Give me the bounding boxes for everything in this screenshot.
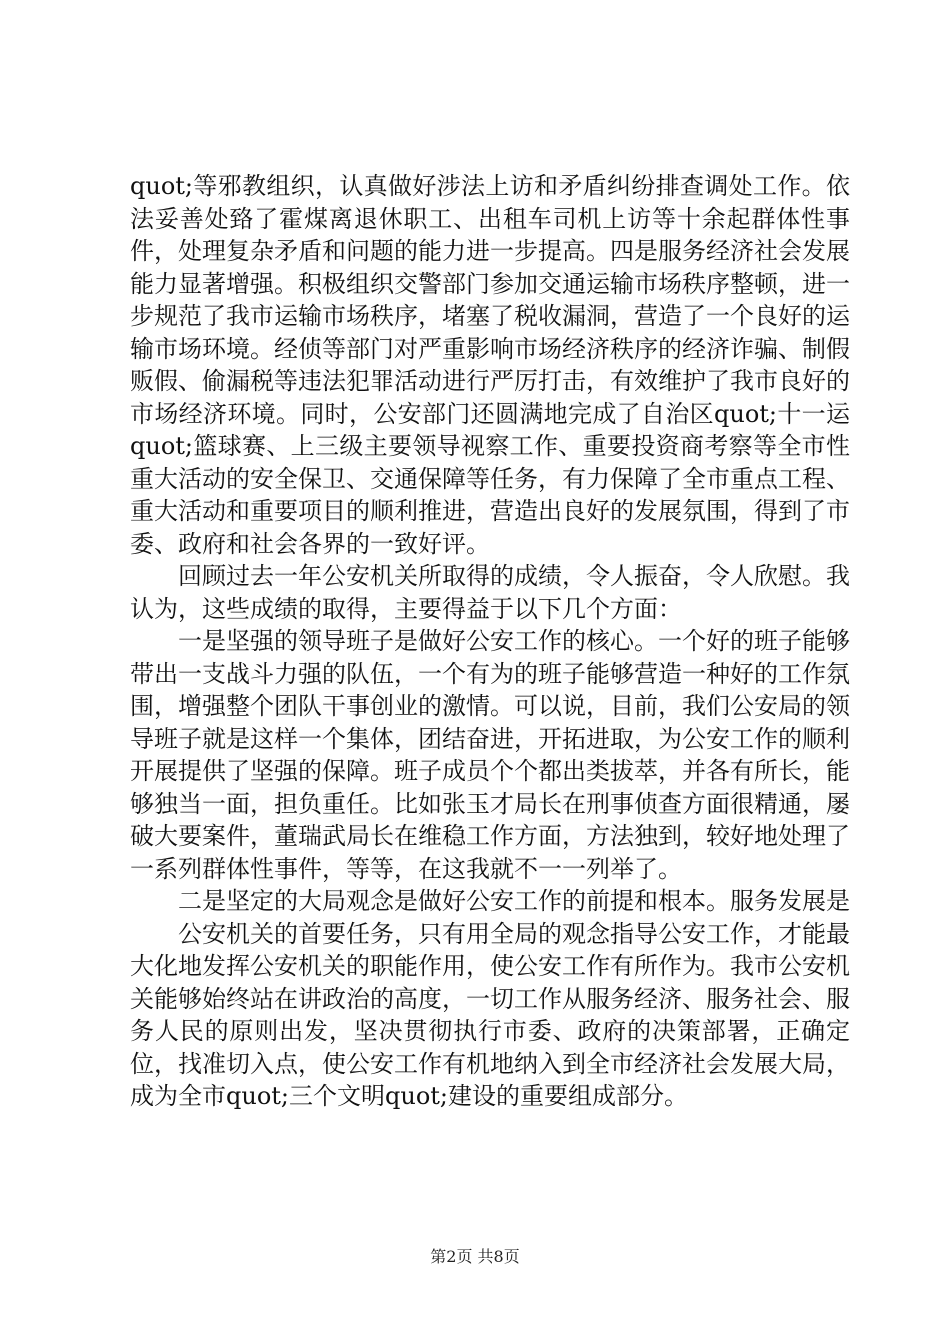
paragraph-overall-view: 二是坚定的大局观念是做好公安工作的前提和根本。服务发展是	[178, 887, 850, 915]
paragraph-primary-task: 公安机关的首要任务，只有用全局的观念指导公安工作，才能最大化地发挥公安机关的职能作用，使公安工作有所作为。我市公安机关能够始终站在讲政治的高度，一切工作从服务经济、服务社会、服务人民的原则出发，坚决贯彻执行市委、政府的决策部署，正确定位，找准切入点，使公安工作有机地纳入到全市经济社会发展大局，成为全市quot;三个文明quot;建设的重要组成部分。	[130, 919, 850, 1110]
page-number-footer: 第2页 共8页	[430, 1247, 520, 1266]
paragraph-review: 回顾过去一年公安机关所取得的成绩，令人振奋，令人欣慰。我认为，这些成绩的取得，主要得益于以下几个方面：	[130, 562, 850, 623]
document-body	[130, 170, 850, 1113]
paragraph-continuation: quot;等邪教组织，认真做好涉法上访和矛盾纠纷排查调处工作。依法妥善处臵了霍煤离退休职工、出租车司机上访等十余起群体性事件，处理复杂矛盾和问题的能力进一步提高。四是服务经济社会发展能力显著增强。积极组织交警部门参加交通运输市场秩序整顿，进一步规范了我市运输市场秩序，堵塞了税收漏洞，营造了一个良好的运输市场环境。经侦等部门对严重影响市场经济秩序的经济诈骗、制假贩假、偷漏税等违法犯罪活动进行严厉打击，有效维护了我市良好的市场经济环境。同时，公安部门还圆满地完成了自治区quot;十一运quot;篮球赛、上三级主要领导视察工作、重要投资商考察等全市性重大活动的安全保卫、交通保障等任务，有力保障了全市重点工程、重大活动和重要项目的顺利推进，营造出良好的发展氛围，得到了市委、政府和社会各界的一致好评。	[130, 172, 850, 558]
paragraph-leadership: 一是坚强的领导班子是做好公安工作的核心。一个好的班子能够带出一支战斗力强的队伍，一个有为的班子能够营造一种好的工作氛围，增强整个团队干事创业的激情。可以说，目前，我们公安局的领导班子就是这样一个集体，团结奋进，开拓进取，为公安工作的顺利开展提供了坚强的保障。班子成员个个都出类拔萃，并各有所长，能够独当一面，担负重任。比如张玉才局长在刑事侦查方面很精通，屡破大要案件，董瑞武局长在维稳工作方面，方法独到，较好地处理了一系列群体性事件，等等，在这我就不一一列举了。	[130, 627, 850, 883]
